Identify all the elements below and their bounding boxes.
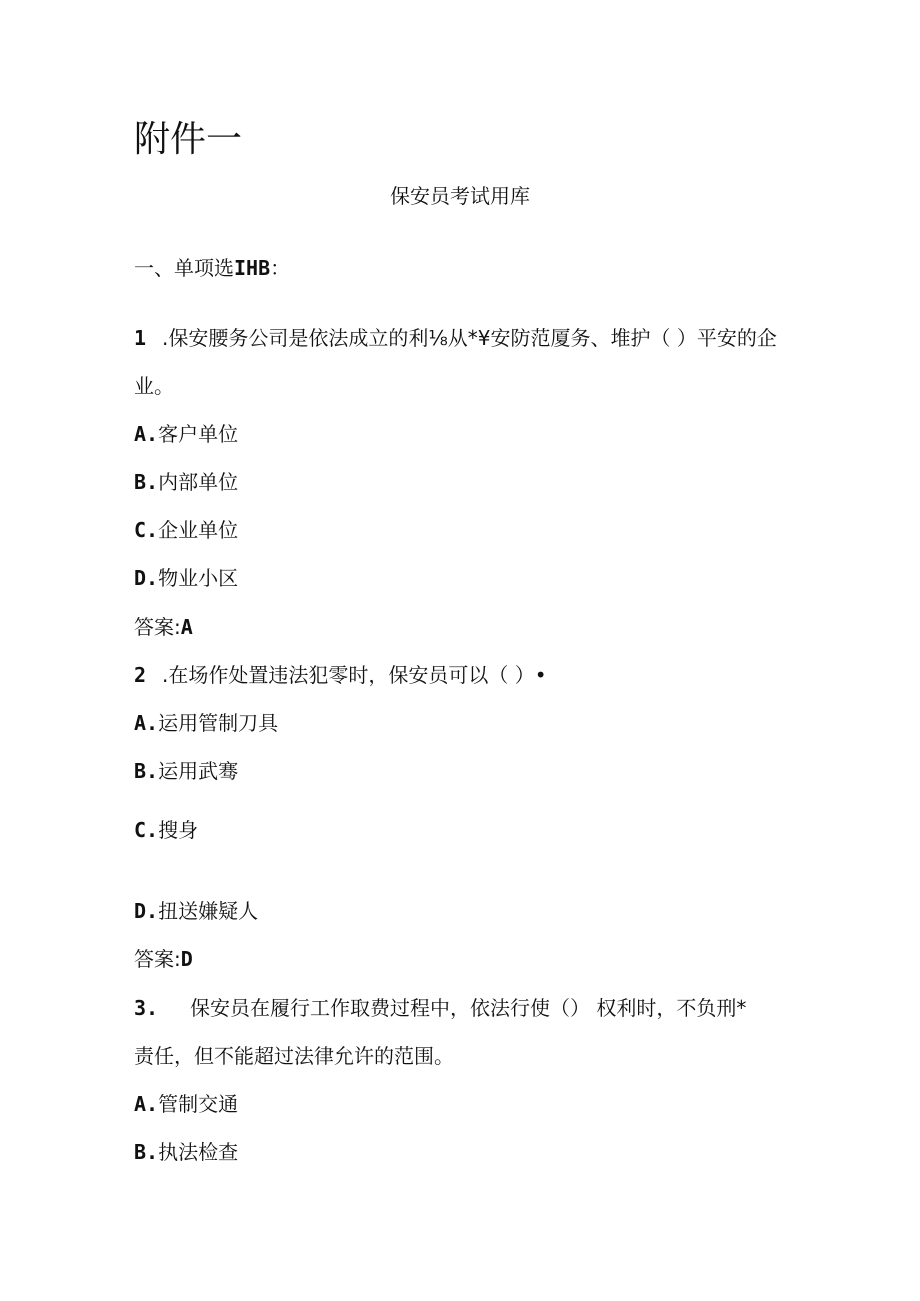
- question-1-answer: [134, 615, 193, 639]
- section-heading-prefix: 一、单项选: [134, 256, 234, 280]
- answer-value: A: [180, 615, 193, 639]
- option-text: 运用武骞: [158, 759, 239, 783]
- question-1-line-1: [134, 326, 777, 350]
- question-2-answer: [134, 947, 193, 971]
- answer-label: 答案:: [134, 947, 181, 971]
- question-3-option-b: [134, 1140, 238, 1164]
- question-1-option-a: [134, 422, 238, 446]
- option-text: 企业单位: [158, 518, 239, 542]
- answer-value: D: [180, 947, 193, 971]
- option-letter: A.: [134, 422, 159, 446]
- question-1-text: .保安腰务公司是依法成立的利⅛从*¥安防范厦务、堆护（ ）平安的企: [162, 326, 777, 350]
- question-1-option-c: [134, 518, 238, 542]
- question-3-option-a: [134, 1092, 238, 1116]
- option-letter: B.: [134, 470, 159, 494]
- question-1-line-2: 业。: [134, 374, 174, 398]
- document-title: 保安员考试用库: [390, 184, 530, 208]
- question-1-option-d: [134, 566, 238, 590]
- question-3-text: 保安员在履行工作取费过程中，依法行使（） 权利时，不负刑*: [190, 996, 747, 1020]
- option-text: 客户单位: [158, 422, 239, 446]
- option-text: 扭送嫌疑人: [158, 899, 259, 923]
- answer-label: 答案:: [134, 615, 181, 639]
- section-heading-suffix: IHB: [234, 256, 271, 280]
- option-text: 物业小区: [158, 566, 239, 590]
- option-text: 执法检查: [158, 1140, 239, 1164]
- question-2-option-b: [134, 759, 238, 783]
- option-letter: A.: [134, 1092, 159, 1116]
- question-3-number: 3.: [134, 996, 159, 1020]
- question-2-option-d: [134, 899, 258, 923]
- option-letter: D.: [134, 566, 159, 590]
- question-3-line-1: [134, 996, 746, 1020]
- option-letter: D.: [134, 899, 159, 923]
- question-2-option-c: [134, 818, 198, 842]
- question-2-option-a: [134, 711, 278, 735]
- question-2-number: 2: [134, 663, 147, 687]
- question-2-line-1: [134, 663, 547, 687]
- question-3-line-2: 责任，但不能超过法律允许的范围。: [134, 1044, 454, 1068]
- attachment-label: 附件一: [134, 119, 243, 160]
- section-heading: [134, 256, 290, 280]
- option-letter: B.: [134, 759, 159, 783]
- option-letter: A.: [134, 711, 159, 735]
- option-text: 管制交通: [158, 1092, 239, 1116]
- option-text: 运用管制刀具: [158, 711, 279, 735]
- section-heading-colon: ：: [270, 256, 291, 280]
- option-letter: B.: [134, 1140, 159, 1164]
- question-1-number: 1: [134, 326, 147, 350]
- option-letter: C.: [134, 818, 159, 842]
- option-text: 内部单位: [158, 470, 239, 494]
- question-1-option-b: [134, 470, 238, 494]
- question-2-text: .在场作处置违法犯零时，保安员可以（ ）•: [162, 663, 547, 687]
- option-text: 搜身: [158, 818, 199, 842]
- option-letter: C.: [134, 518, 159, 542]
